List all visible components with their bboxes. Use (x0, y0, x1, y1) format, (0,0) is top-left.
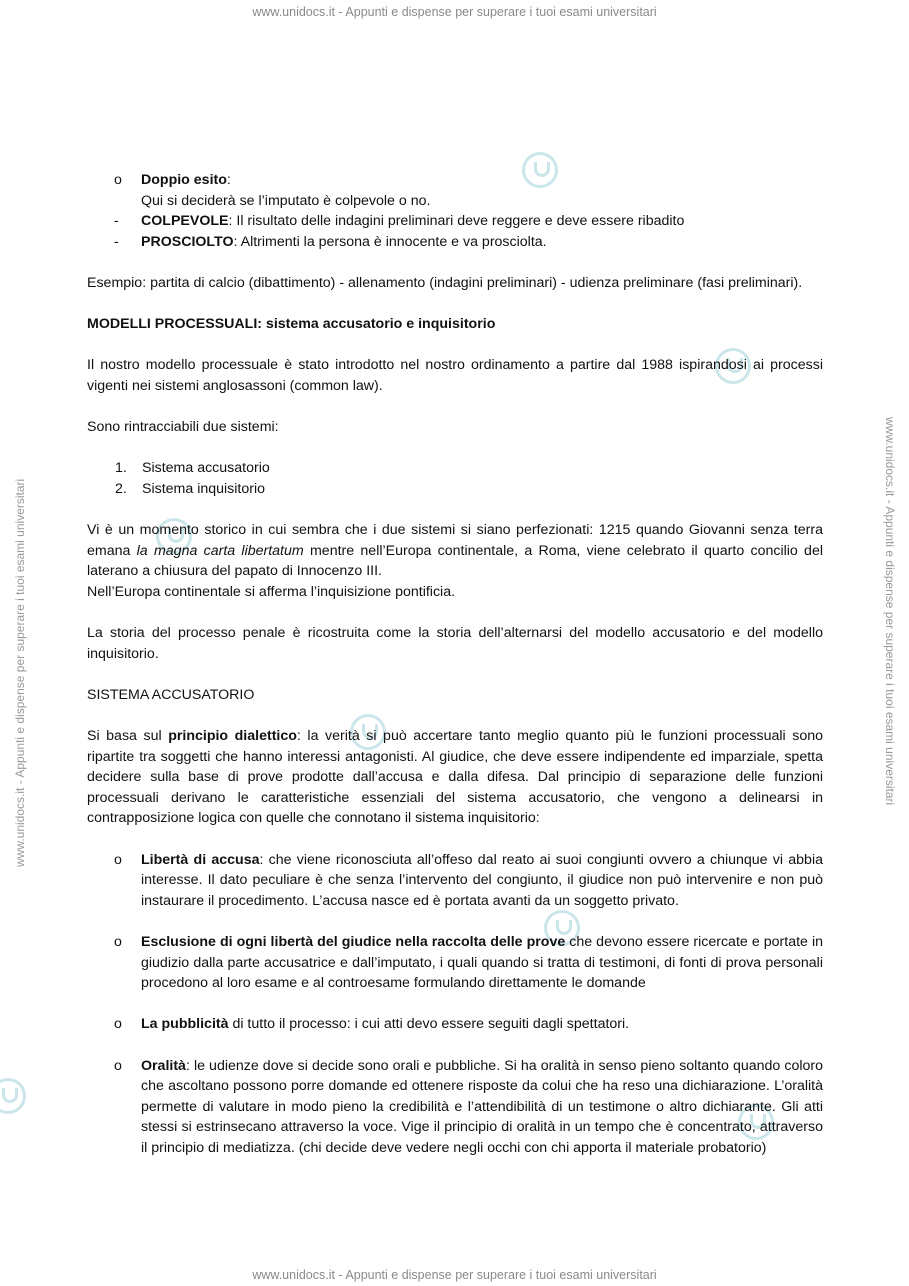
watermark-footer: www.unidocs.it - Appunti e dispense per superare i tuoi esami universitari (252, 1268, 657, 1282)
bullet-circle: o (114, 933, 122, 950)
storico-paragraph: Vi è un momento storico in cui sembra che i due sistemi si siano perfezionati: 1215 quando Giovanni senza terra emana la magna carta libertatum mentre nell’Europa continentale, a Roma, viene celebrato il quarto concilio del laterano a chiusura del papato di Innocenzo III. (87, 522, 823, 580)
esempio-paragraph: Esempio: partita di calcio (dibattimento) - allenamento (indagini preliminari) - udienza preliminare (fasi preliminari). (87, 274, 803, 291)
term-principio-dialettico: principio dialettico (168, 728, 297, 745)
heading-sistema-accusatorio: SISTEMA ACCUSATORIO (87, 686, 255, 703)
list-item-system-2: 2. Sistema inquisitorio (115, 480, 266, 497)
term-colpevole: COLPEVOLE (141, 213, 229, 230)
list-item-system-1: 1. Sistema accusatorio (115, 460, 270, 477)
document-body (87, 170, 823, 1159)
term-prosciolto: PROSCIOLTO (141, 233, 234, 250)
watermark-header: www.unidocs.it - Appunti e dispense per superare i tuoi esami universitari (252, 5, 657, 19)
heading-modelli-processuali: MODELLI PROCESSUALI: sistema accusatorio e inquisitorio (87, 316, 496, 333)
watermark-logo-icon (0, 1078, 26, 1114)
bullet-circle: o (114, 172, 122, 188)
dialettico-paragraph: Si basa sul principio dialettico: la verità si può accertare tanto meglio quanto più le funzioni processuali sono ripartite tra soggetti che hanno interessi antagonisti. Al giudice, che deve essere indipendente ed imparziale, spetta decidere sulla base di prove prodotte dall’accusa e dalla difesa. Dal principio di separazione delle funzioni processuali derivano le caratteristiche essenziali del sistema accusatorio, che vengono a delinearsi in contrapposizione logica con quelle che connotano il sistema inquisitorio: (87, 728, 824, 827)
list-item-prosciolto: - PROSCIOLTO: Altrimenti la persona è innocente e va prosciolta. (87, 232, 823, 253)
watermark-side-left: www.unidocs.it - Appunti e dispense per superare i tuoi esami universitari (13, 478, 27, 867)
bullet-circle: o (114, 1016, 122, 1033)
list-item-oralita: o Oralità: le udienze dove si decide sono orali e pubbliche. Si ha oralità in senso pieno soltanto quando coloro che ascoltano possono porre domande ed ottenere risposte da colui che ha reso una dichiarazione. L’oralità permette di valutare in modo pieno la credibilità e l’attendibilità di un testimone o altro dichiarante. Gli atti stessi si estrinsecano attraverso la voce. Vige il principio di oralità in un tempo che è concentrato, attraverso il principio di mediatizza. (chi decide deve vedere negli occhi con chi apporta il materiale probatorio) (114, 1057, 823, 1156)
watermark-side-right: www.unidocs.it - Appunti e dispense per superare i tuoi esami universitari (883, 417, 897, 806)
sistemi-intro: Sono rintracciabili due sistemi: (87, 419, 279, 436)
intro-paragraph: Il nostro modello processuale è stato introdotto nel nostro ordinamento a partire dal 1988 ispirandosi ai processi vigenti nei sistemi anglosassoni (common law). (87, 357, 823, 394)
list-item-liberta-accusa: o Libertà di accusa: che viene riconosciuta all’offeso dal reato ai suoi congiunti ovvero a chiunque vi abbia interesse. Il dato peculiare è che senza l’intervento del congiunto, il giudice non può intervenire e non può instaurare il procedimento. L’accusa nasce ed è portata avanti da un soggetto privato. (114, 851, 823, 909)
magna-carta-title: la magna carta libertatum (136, 542, 304, 559)
europa-paragraph: Nell’Europa continentale si afferma l’inquisizione pontificia. (87, 583, 456, 600)
list-item-esclusione-liberta: o Esclusione di ogni libertà del giudice nella raccolta delle prove che devono essere ricercate e portate in giudizio dalla parte accusatrice e dall’imputato, i quali quando si tratta di testimoni, di fonti di prova personali procedono al loro esame e al controesame formulando direttamente le domande (114, 933, 823, 992)
doppio-esito-detail: Qui si deciderà se l’imputato è colpevole o no. (141, 192, 431, 209)
storia-paragraph: La storia del processo penale è ricostruita come la storia dell’alternarsi del modello accusatorio e del modello inquisitorio. (87, 625, 823, 662)
bullet-dash: - (114, 233, 119, 250)
term-doppio-esito: Doppio esito (141, 172, 227, 188)
list-item-pubblicita: o La pubblicità di tutto il processo: i cui atti devo essere seguiti dagli spettatori. (87, 1014, 823, 1035)
list-item-doppio-esito: o Doppio esito: (87, 170, 823, 191)
list-item-colpevole: - COLPEVOLE: Il risultato delle indagini preliminari deve reggere e deve essere ribadito (87, 211, 823, 232)
bullet-circle: o (114, 1057, 122, 1074)
bullet-circle: o (114, 851, 122, 868)
bullet-dash: - (114, 213, 119, 230)
